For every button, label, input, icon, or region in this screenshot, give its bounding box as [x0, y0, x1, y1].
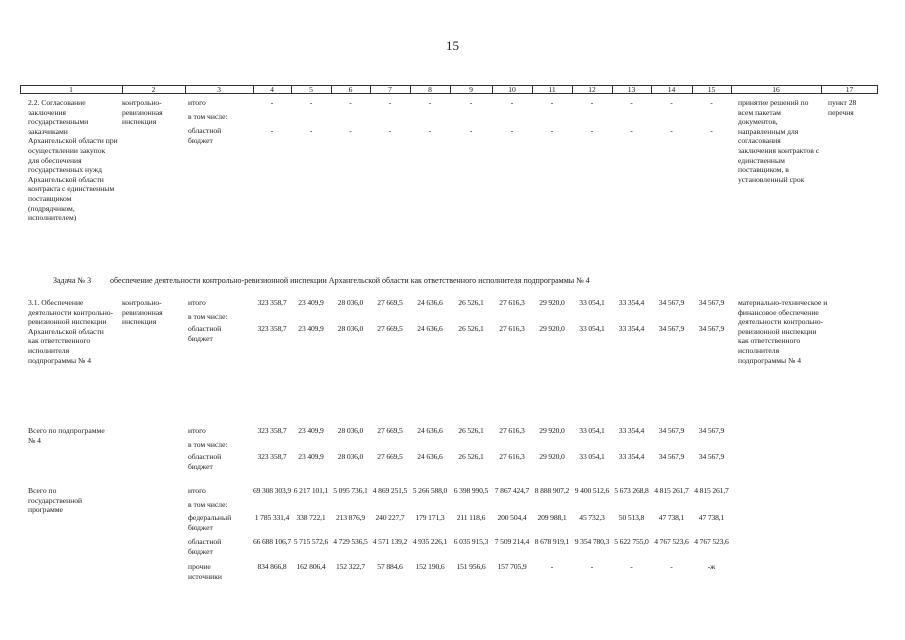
header-divider: [185, 85, 186, 94]
sub4-obl-col-12: 33 054,1: [579, 452, 605, 461]
gp-obl-col-8: 4 935 226,1: [412, 537, 448, 546]
gp-src-total: итого: [188, 486, 206, 495]
sub4-total-col-11: 29 920,0: [539, 426, 565, 435]
row-2-2-obl-col-10: -: [510, 126, 514, 135]
sub4-obl-col-9: 26 526,1: [458, 452, 484, 461]
sub4-src-total: итого: [188, 426, 206, 435]
sub4-total-col-15: 34 567,9: [698, 426, 725, 435]
gp-obl-col-6: 4 729 536,5: [333, 537, 368, 546]
gp-fed-col-13: 50 513,8: [618, 513, 645, 522]
gp-obl-col-10: 7 509 214,4: [494, 537, 530, 546]
row-3-1-obl-col-6: 28 036,0: [337, 324, 364, 333]
row-3-1-total-col-5: 23 409,9: [298, 298, 324, 307]
header-divider: [821, 85, 822, 94]
sub4-obl-col-13: 33 354,4: [618, 452, 645, 461]
gp-other-col-11: -: [550, 562, 554, 571]
gp-other-col-10: 157 705,9: [497, 562, 527, 571]
row-3-1-total-col-9: 26 526,1: [458, 298, 484, 307]
row-2-2-total-col-12: -: [590, 98, 594, 107]
sub4-total-col-9: 26 526,1: [458, 426, 484, 435]
row-2-2-src-obl: областной бюджет: [188, 126, 222, 145]
task-3-label: Задача № 3: [53, 276, 92, 285]
row-3-1-total-col-4: 323 358,7: [257, 298, 287, 307]
row-2-2-obl-col-11: -: [550, 126, 554, 135]
gp-total-col-13: 5 673 268,8: [614, 486, 649, 495]
gp-total-col-8: 5 266 588,0: [412, 486, 448, 495]
row-2-2-total-col-4: -: [270, 98, 274, 107]
header-col-16: 16: [772, 85, 780, 94]
header-divider: [492, 85, 493, 94]
gp-src-incl: в том числе:: [188, 500, 228, 509]
row-2-2-obl-col-9: -: [469, 126, 473, 135]
header-col-7: 7: [388, 85, 392, 94]
row-2-2-obl-col-8: -: [428, 126, 432, 135]
gp-fed-col-12: 45 732,3: [579, 513, 605, 522]
gp-obl-col-9: 6 035 915,3: [453, 537, 489, 546]
gp-fed-col-7: 240 227,7: [375, 513, 405, 522]
gp-other-col-7: 57 884,6: [377, 562, 403, 571]
row-2-2-result: принятие решений по всем пакетам документов, направленным для согласования заключения контрактов с единственным поставщиком, в установленный срок: [738, 98, 820, 184]
row-3-1-total-col-15: 34 567,9: [698, 298, 725, 307]
header-divider: [122, 85, 123, 94]
header-col-3: 3: [217, 85, 221, 94]
gp-total-col-5: 6 217 101,1: [293, 486, 329, 495]
header-col-1: 1: [69, 85, 73, 94]
sub4-total-col-6: 28 036,0: [337, 426, 364, 435]
header-col-17: 17: [845, 85, 854, 94]
row-3-1-total-col-14: 34 567,9: [658, 298, 685, 307]
row-2-2-name: 2.2. Согласование заключения государственными заказчиками Архангельской области при осуществлении закупок для обеспечения государственных нужд Архангельской области контракта с единственным поставщиком (подрядчиком, исполнителем): [28, 98, 118, 223]
row-2-2-total-col-15: -: [710, 98, 713, 107]
header-divider: [410, 85, 411, 94]
sub4-src-incl: в том числе:: [188, 440, 228, 449]
header-divider: [731, 85, 732, 94]
gp-obl-col-14: 4 767 523,6: [654, 537, 689, 546]
task-3-text: обеспечение деятельности контрольно-ревизионной инспекции Архангельской области как ответственного исполнителя подпрограммы № 4: [110, 276, 590, 285]
header-col-11: 11: [548, 85, 556, 94]
header-col-4: 4: [270, 85, 274, 94]
row-3-1-result: материально-техническое и финансовое обеспечение деятельности контрольно-ревизионной инспекции как ответственного исполнителя подпрограммы № 4: [738, 298, 828, 365]
sub4-total-col-7: 27 669,5: [377, 426, 403, 435]
row-3-1-total-col-12: 33 054,1: [579, 298, 605, 307]
row-3-1-total-col-6: 28 036,0: [337, 298, 364, 307]
header-divider: [692, 85, 693, 94]
gp-obl-col-4: 66 688 106,7: [252, 537, 292, 546]
row-2-2-total-col-5: -: [309, 98, 313, 107]
row-2-2-ref: пункт 28 перечня: [828, 98, 857, 117]
sub4-total-col-10: 27 616,3: [499, 426, 525, 435]
sub4-obl-col-15: 34 567,9: [698, 452, 725, 461]
gp-total-col-12: 9 400 512,6: [574, 486, 610, 495]
sub4-name: Всего по подпрограмме № 4: [28, 426, 105, 445]
header-divider: [651, 85, 652, 94]
gp-total-col-7: 4 869 251,5: [372, 486, 408, 495]
row-3-1-obl-col-8: 24 636,6: [417, 324, 443, 333]
gp-other-col-14: -: [670, 562, 673, 571]
row-2-2-obl-col-13: -: [630, 126, 633, 135]
row-2-2-executor: контрольно-ревизионная инспекция: [122, 98, 163, 127]
gp-obl-col-15: 4 767 523,6: [694, 537, 729, 546]
gp-total-col-11: 8 888 907,2: [534, 486, 570, 495]
header-divider: [532, 85, 533, 94]
sub4-total-col-12: 33 054,1: [579, 426, 605, 435]
row-2-2-obl-col-6: -: [349, 126, 352, 135]
gp-fed-col-14: 47 738,1: [658, 513, 685, 522]
header-col-2: 2: [151, 85, 156, 94]
gp-fed-col-4: 1 785 331,4: [254, 513, 290, 522]
header-divider: [450, 85, 451, 94]
gp-src-other: прочие источники: [188, 562, 222, 581]
row-3-1-obl-col-11: 29 920,0: [539, 324, 565, 333]
row-3-1-total-col-11: 29 920,0: [539, 298, 565, 307]
gp-other-col-8: 152 190,6: [415, 562, 445, 571]
gp-other-col-4: 834 866,8: [257, 562, 287, 571]
gp-total-col-4: 69 308 303,9: [252, 486, 292, 495]
row-2-2-total-col-9: -: [469, 98, 473, 107]
gp-src-fed: федеральный бюджет: [188, 513, 232, 532]
gp-total-col-9: 6 398 990,5: [453, 486, 489, 495]
row-2-2-src-incl: в том числе:: [188, 112, 228, 121]
sub4-src-obl: областной бюджет: [188, 452, 222, 471]
gp-other-col-5: 162 806,4: [296, 562, 326, 571]
sub4-obl-col-6: 28 036,0: [337, 452, 364, 461]
gp-fed-col-15: 47 738,1: [698, 513, 725, 522]
row-3-1-executor: контрольно-ревизионная инспекция: [122, 298, 163, 327]
sub4-total-col-5: 23 409,9: [298, 426, 324, 435]
row-2-2-total-col-8: -: [428, 98, 432, 107]
header-col-12: 12: [588, 85, 596, 94]
sub4-obl-col-11: 29 920,0: [539, 452, 565, 461]
row-2-2-total-col-7: -: [388, 98, 392, 107]
gp-total-col-10: 7 867 424,7: [494, 486, 530, 495]
sub4-obl-col-7: 27 669,5: [377, 452, 403, 461]
header-col-6: 6: [348, 85, 353, 94]
row-3-1-obl-col-4: 323 358,7: [257, 324, 287, 333]
header-divider: [291, 85, 292, 94]
gp-obl-col-13: 5 622 755,0: [614, 537, 649, 546]
row-2-2-total-col-14: -: [670, 98, 673, 107]
gp-total-col-6: 5 095 736,1: [333, 486, 368, 495]
header-divider: [370, 85, 371, 94]
header-col-10: 10: [508, 85, 516, 94]
sub4-total-col-4: 323 358,7: [257, 426, 287, 435]
gp-fed-col-11: 209 988,1: [537, 513, 567, 522]
gp-obl-col-12: 9 354 780,3: [574, 537, 610, 546]
row-2-2-obl-col-5: -: [309, 126, 313, 135]
row-3-1-obl-col-13: 33 354,4: [618, 324, 645, 333]
gp-total-col-14: 4 815 261,7: [654, 486, 689, 495]
gp-other-col-15: -ж: [707, 562, 716, 571]
gp-src-obl: областной бюджет: [188, 537, 222, 556]
row-3-1-src-obl: областной бюджет: [188, 324, 222, 343]
sub4-obl-col-8: 24 636,6: [417, 452, 443, 461]
row-2-2-total-col-10: -: [510, 98, 514, 107]
header-col-15: 15: [707, 85, 716, 94]
gp-other-col-12: -: [590, 562, 594, 571]
sub4-total-col-14: 34 567,9: [658, 426, 685, 435]
row-2-2-obl-col-15: -: [710, 126, 713, 135]
header-col-5: 5: [309, 85, 313, 94]
row-3-1-obl-col-10: 27 616,3: [499, 324, 525, 333]
row-3-1-total-col-10: 27 616,3: [499, 298, 525, 307]
gp-fed-col-8: 179 171,3: [415, 513, 445, 522]
row-2-2-obl-col-4: -: [270, 126, 274, 135]
row-2-2-total-col-11: -: [550, 98, 554, 107]
header-col-9: 9: [469, 85, 473, 94]
gp-name: Всего по государственной программе: [28, 486, 83, 515]
gp-obl-col-7: 4 571 139,2: [372, 537, 408, 546]
gp-fed-col-10: 200 504,4: [497, 513, 527, 522]
row-3-1-obl-col-12: 33 054,1: [579, 324, 605, 333]
row-2-2-total-col-6: -: [349, 98, 352, 107]
row-3-1-obl-col-5: 23 409,9: [298, 324, 324, 333]
sub4-obl-col-14: 34 567,9: [658, 452, 685, 461]
gp-total-col-15: 4 815 261,7: [694, 486, 729, 495]
row-3-1-obl-col-9: 26 526,1: [458, 324, 484, 333]
gp-other-col-9: 151 956,6: [456, 562, 486, 571]
header-divider: [612, 85, 613, 94]
header-divider: [331, 85, 332, 94]
row-3-1-total-col-7: 27 669,5: [377, 298, 403, 307]
row-3-1-total-col-8: 24 636,6: [417, 298, 443, 307]
page-number: 15: [446, 38, 459, 53]
gp-other-col-6: 152 322,7: [335, 562, 366, 571]
row-3-1-obl-col-14: 34 567,9: [658, 324, 685, 333]
sub4-obl-col-4: 323 358,7: [257, 452, 287, 461]
row-2-2-total-col-13: -: [630, 98, 633, 107]
sub4-obl-col-5: 23 409,9: [298, 452, 324, 461]
header-divider: [253, 85, 254, 94]
header-col-14: 14: [667, 85, 676, 94]
header-divider: [572, 85, 573, 94]
header-col-13: 13: [627, 85, 636, 94]
gp-fed-col-5: 338 722,1: [296, 513, 326, 522]
sub4-total-col-13: 33 354,4: [618, 426, 645, 435]
gp-obl-col-11: 8 678 919,1: [534, 537, 570, 546]
row-2-2-src-total: итого: [188, 98, 206, 107]
sub4-total-col-8: 24 636,6: [417, 426, 443, 435]
row-3-1-total-col-13: 33 354,4: [618, 298, 645, 307]
gp-other-col-13: -: [630, 562, 633, 571]
row-2-2-obl-col-7: -: [388, 126, 392, 135]
gp-fed-col-6: 213 876,9: [335, 513, 366, 522]
row-2-2-obl-col-12: -: [590, 126, 594, 135]
gp-obl-col-5: 5 715 572,6: [293, 537, 329, 546]
header-col-8: 8: [428, 85, 432, 94]
row-3-1-obl-col-15: 34 567,9: [698, 324, 725, 333]
row-3-1-src-total: итого: [188, 298, 206, 307]
gp-fed-col-9: 211 118,6: [456, 513, 486, 522]
row-3-1-src-incl: в том числе:: [188, 312, 228, 321]
sub4-obl-col-10: 27 616,3: [499, 452, 525, 461]
row-3-1-obl-col-7: 27 669,5: [377, 324, 403, 333]
row-2-2-obl-col-14: -: [670, 126, 673, 135]
row-3-1-name: 3.1. Обеспечение деятельности контрольно-ревизионной инспекции Архангельской области как ответственного исполнителя подпрограммы № 4: [28, 298, 114, 365]
